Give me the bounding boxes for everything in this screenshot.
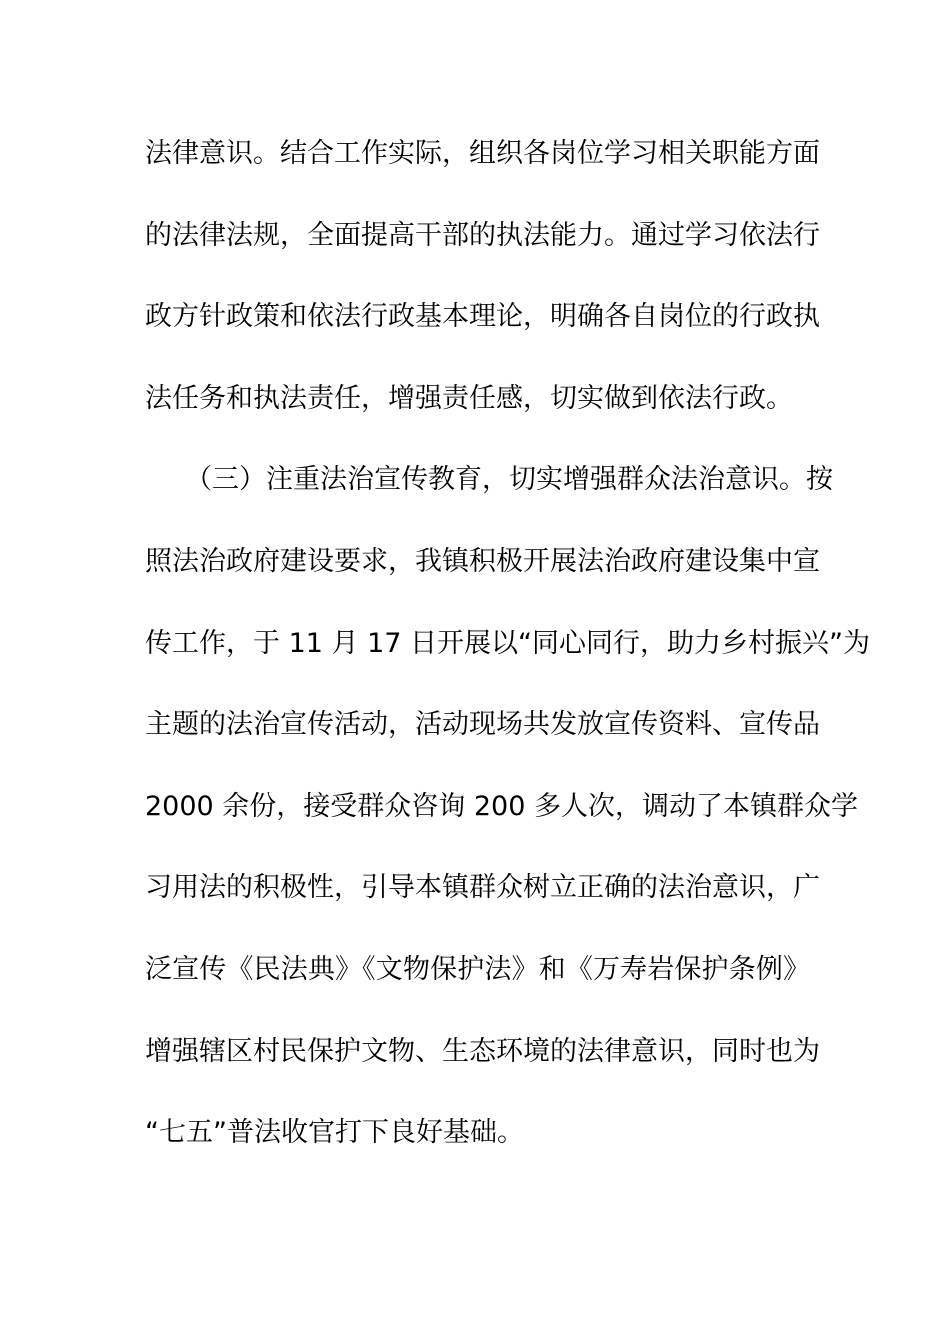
text-line-11: 泛宣传《民法典》《文物保护法》和《万寿岩保护条例》 <box>145 953 810 985</box>
text-line-3: 政方针政策和依法行政基本理论，明确各自岗位的行政执 <box>145 301 820 333</box>
text-line-9: 2000 余份，接受群众咨询 200 多人次，调动了本镇群众学 <box>145 790 858 822</box>
section-heading-line: （三）注重法治宣传教育，切实增强群众法治意识。按 <box>185 464 833 496</box>
text-line-8: 主题的法治宣传活动，活动现场共发放宣传资料、宣传品 <box>145 709 820 741</box>
text-line-4: 法任务和执法责任，增强责任感，切实做到依法行政。 <box>145 382 793 414</box>
text-line-13: “七五”普法收官打下良好基础。 <box>145 1117 524 1149</box>
text-line-7: 传工作，于 11 月 17 日开展以“同心同行，助力乡村振兴”为 <box>145 627 871 659</box>
text-line-6: 照法治政府建设要求，我镇积极开展法治政府建设集中宣 <box>145 545 820 577</box>
text-line-1: 法律意识。结合工作实际，组织各岗位学习相关职能方面 <box>145 138 820 169</box>
text-line-2: 的法律法规，全面提高干部的执法能力。通过学习依法行 <box>145 219 820 251</box>
body-text <box>145 126 871 1187</box>
text-line-12: 增强辖区村民保护文物、生态环境的法律意识，同时也为 <box>145 1035 820 1067</box>
text-line-10: 习用法的积极性，引导本镇群众树立正确的法治意识，广 <box>145 872 820 904</box>
